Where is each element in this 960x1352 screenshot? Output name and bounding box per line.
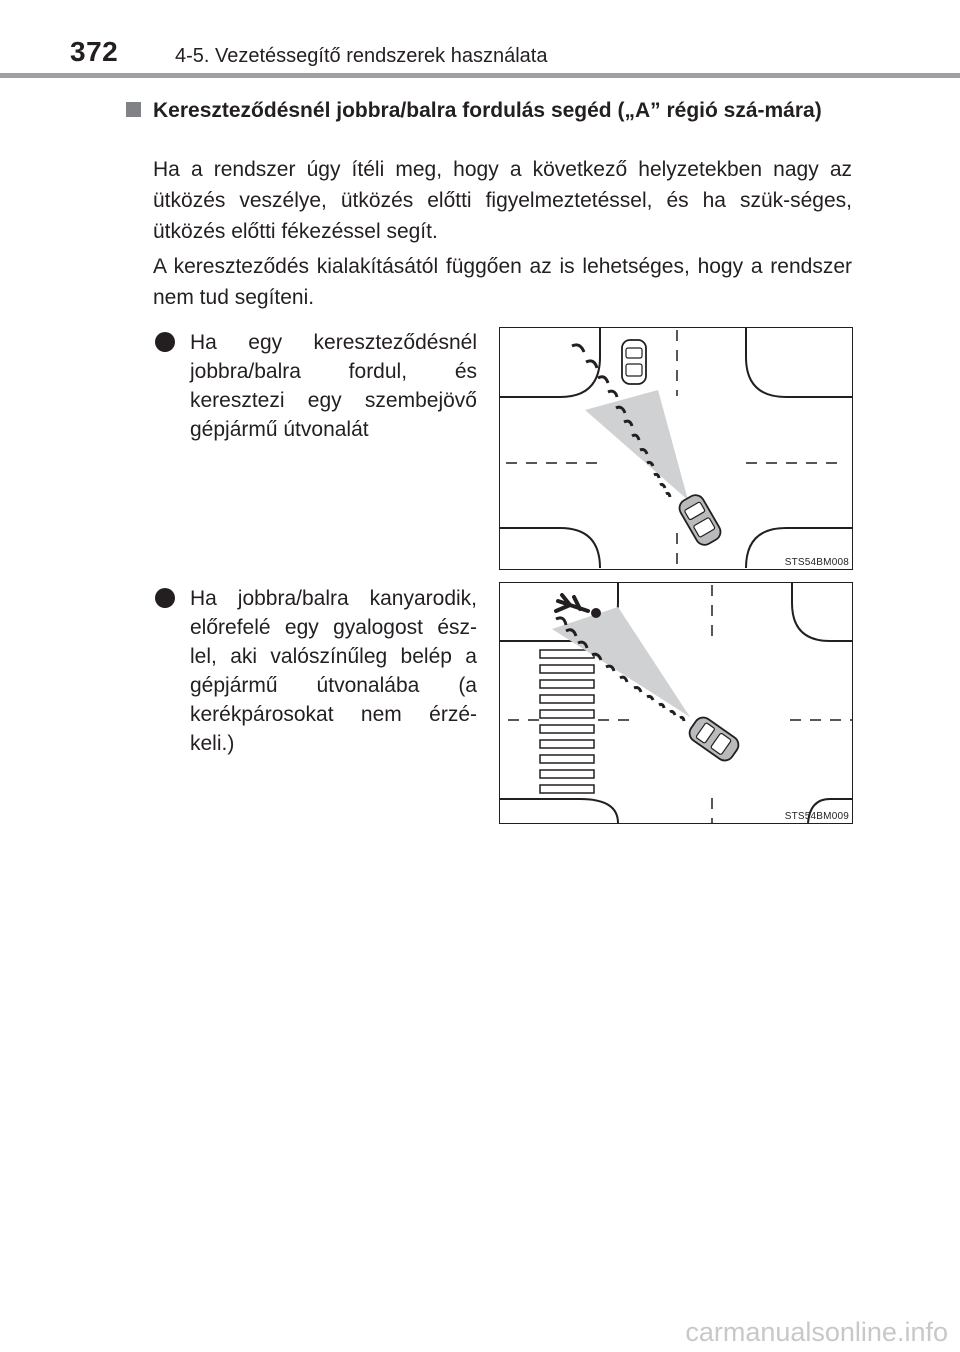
crosswalk xyxy=(540,650,594,793)
list-item xyxy=(155,328,477,444)
page-header xyxy=(0,0,960,80)
ego-car-icon xyxy=(686,714,742,764)
ego-car-icon xyxy=(676,492,724,548)
lane-markings xyxy=(506,330,846,568)
page-number: 372 xyxy=(70,36,119,67)
pedestrian-icon xyxy=(556,595,601,618)
intersection-diagram-pedestrian xyxy=(500,583,852,823)
curb-top-left xyxy=(500,328,600,397)
figure-oncoming-vehicle xyxy=(499,327,853,570)
list-item-text: Ha egy kereszteződésnél jobbra/balra fordul, és keresztezi egy szembejövő gépjármű útvonalát xyxy=(190,331,477,441)
section-heading xyxy=(128,95,852,126)
chapter-title: 4-5. Vezetéssegítő rendszerek használata xyxy=(175,45,548,67)
curb-bottom-left xyxy=(500,799,618,823)
watermark: carmanualsonline.info xyxy=(685,1317,948,1347)
list-item xyxy=(155,584,477,758)
header-rule xyxy=(0,73,960,78)
curb-bottom-left xyxy=(500,528,600,568)
curb-top-right xyxy=(792,583,852,641)
square-bullet-icon xyxy=(126,102,141,117)
list-item-text: Ha jobbra/balra kanyarodik, előrefelé egy gyalogost ész-lel, aki valószínűleg belép a gépjármű útvonalába (a kerékpárosokat nem érzé-keli.) xyxy=(190,587,477,755)
figure-pedestrian xyxy=(499,582,853,824)
body-paragraph: A kereszteződés kialakításától függően az is lehetséges, hogy a rendszer nem tud segíteni. xyxy=(153,255,852,309)
body-paragraph: Ha a rendszer úgy ítéli meg, hogy a következő helyzetekben nagy az ütközés veszélye, ütközés előtti figyelmeztetéssel, és ha szük-séges, ütközés előtti fékezéssel segít. xyxy=(153,158,852,243)
round-bullet-icon xyxy=(155,332,175,352)
round-bullet-icon xyxy=(155,588,175,608)
radar-beam xyxy=(585,390,688,500)
figure-code: STS54BM008 xyxy=(784,557,849,568)
oncoming-car-icon xyxy=(622,340,646,384)
intersection-diagram-oncoming xyxy=(500,328,852,569)
figure-code: STS54BM009 xyxy=(784,811,849,822)
section-heading-text: Kereszteződésnél jobbra/balra fordulás segéd („A” régió szá-mára) xyxy=(153,99,822,122)
curb-top-right xyxy=(746,328,852,397)
